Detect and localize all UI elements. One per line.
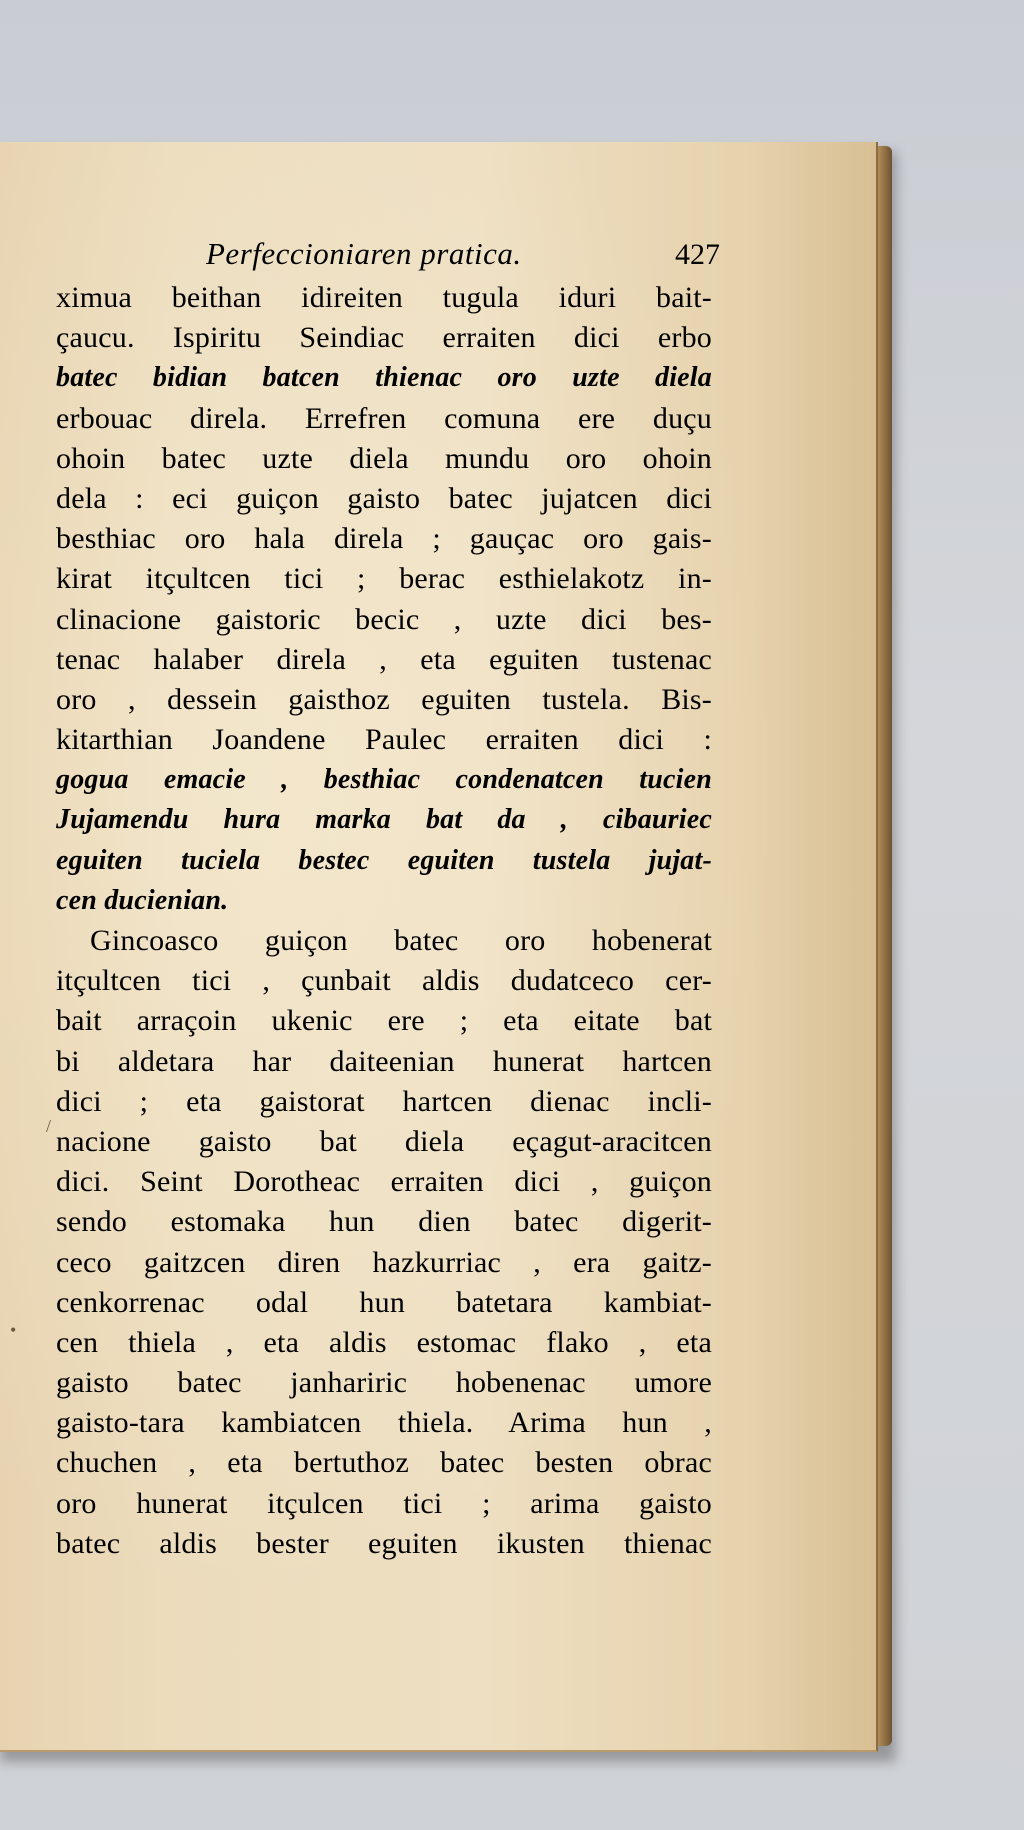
text-line: bait arraçoin ukenic ere ; eta eitate bat	[56, 1004, 712, 1038]
text-line: Jujamendu hura marka bat da , cibauriec	[56, 804, 712, 836]
text-line: gogua emacie , besthiac condenatcen tucien	[56, 764, 712, 796]
text-line: batec aldis bester eguiten ikusten thienac	[56, 1526, 712, 1560]
text-line: eguiten tuciela bestec eguiten tustela jujat-	[56, 844, 712, 876]
text-line: besthiac oro hala direla ; gauçac oro gais-	[56, 522, 712, 556]
margin-mark: /	[46, 1116, 52, 1136]
text-line: erbouac direla. Errefren comuna ere duçu	[56, 401, 712, 435]
text-line: oro hunerat itçulcen tici ; arima gaisto	[56, 1486, 712, 1520]
text-line: ceco gaitzcen diren hazkurriac , era gaitz-	[56, 1245, 712, 1279]
text-line: tenac halaber direla , eta eguiten tustenac	[56, 642, 712, 676]
running-title: Perfeccioniaren pratica.	[206, 236, 522, 271]
text-line: chuchen , eta bertuthoz batec besten obrac	[56, 1446, 712, 1480]
text-line: cen thiela , eta aldis estomac flako , eta	[56, 1325, 712, 1359]
text-line: dela : eci guiçon gaisto batec jujatcen dici	[56, 481, 712, 515]
text-body	[56, 278, 712, 1564]
text-line: cenkorrenac odal hun batetara kambiat-	[56, 1285, 712, 1319]
text-line: çaucu. Ispiritu Seindiac erraiten dici erbo	[56, 321, 712, 355]
text-line: clinacione gaistoric becic , uzte dici bes-	[56, 602, 712, 636]
margin-mark: •	[10, 1320, 17, 1340]
text-line: dici ; eta gaistorat hartcen dienac incli-	[56, 1084, 712, 1118]
text-line: ximua beithan idireiten tugula iduri bait-	[56, 281, 712, 314]
text-line: batec bidian batcen thienac oro uzte diela	[56, 362, 712, 394]
text-line: bi aldetara har daiteenian hunerat hartcen	[56, 1044, 712, 1078]
text-line: itçultcen tici , çunbait aldis dudatceco cer-	[56, 964, 712, 998]
book-page	[0, 142, 878, 1752]
text-line: sendo estomaka hun dien batec digerit-	[56, 1205, 712, 1239]
text-line: oro , dessein gaisthoz eguiten tustela. Bis-	[56, 682, 712, 716]
text-line: cen ducienian.	[56, 884, 229, 916]
text-line: ohoin batec uzte diela mundu oro ohoin	[56, 441, 712, 475]
running-head	[150, 236, 720, 276]
page-number: 427	[675, 238, 720, 271]
text-line: Gincoasco guiçon batec oro hobenerat	[90, 924, 712, 957]
text-line: kitarthian Joandene Paulec erraiten dici :	[56, 723, 712, 757]
text-line: gaisto batec janhariric hobenenac umore	[56, 1366, 712, 1400]
text-line: dici. Seint Dorotheac erraiten dici , guiçon	[56, 1165, 712, 1199]
text-line: gaisto-tara kambiatcen thiela. Arima hun ,	[56, 1406, 712, 1440]
text-line: kirat itçultcen tici ; berac esthielakotz in-	[56, 562, 712, 596]
text-line: nacione gaisto bat diela eçagut-aracitcen	[56, 1124, 712, 1158]
